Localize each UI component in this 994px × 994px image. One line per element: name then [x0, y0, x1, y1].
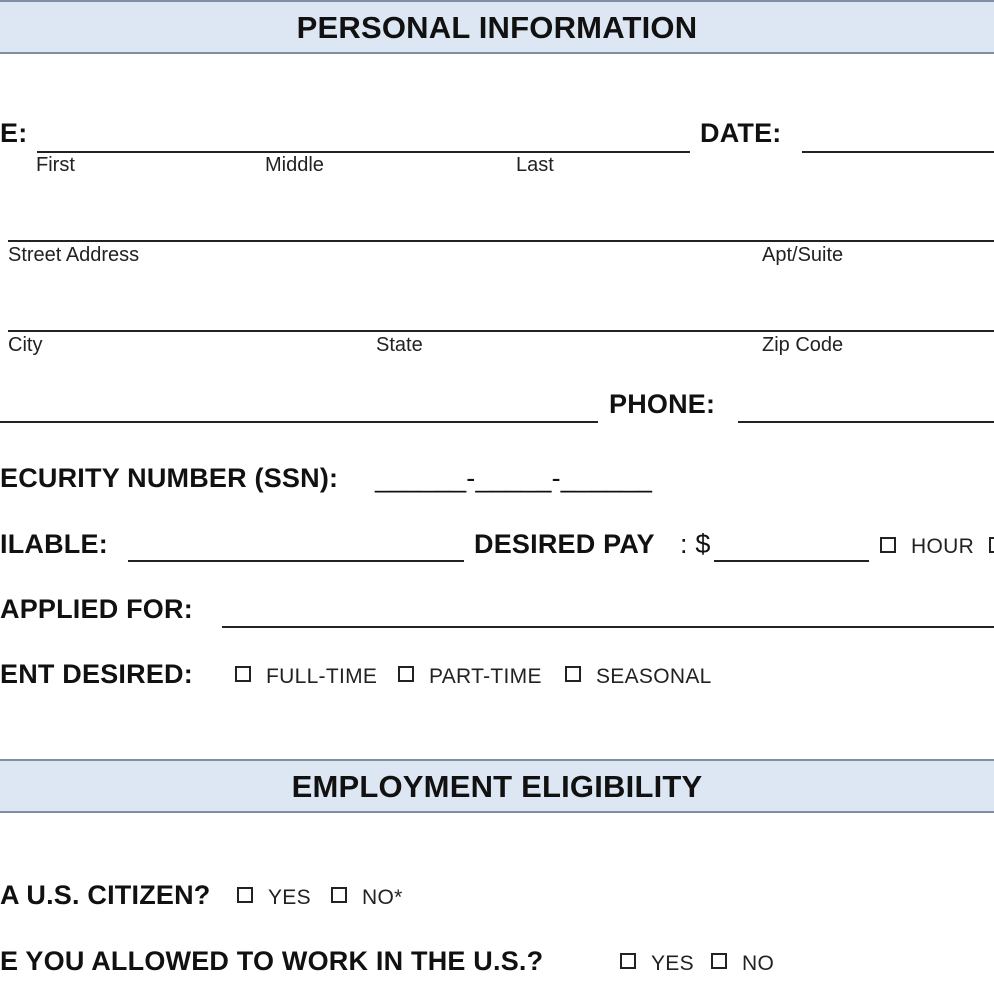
- citizen-yes-checkbox[interactable]: [237, 887, 253, 903]
- work-auth-label: E YOU ALLOWED TO WORK IN THE U.S.?: [0, 946, 544, 976]
- hour-checkbox[interactable]: [880, 537, 896, 553]
- position-label: APPLIED FOR:: [0, 594, 193, 624]
- street-input[interactable]: [10, 212, 990, 238]
- desired-pay-label: DESIRED PAY: [474, 529, 655, 559]
- date-line: [802, 151, 994, 153]
- available-line: [128, 560, 464, 562]
- seasonal-checkbox[interactable]: [565, 666, 581, 682]
- state-sub-label: State: [376, 334, 423, 356]
- street-sub-label: Street Address: [8, 244, 140, 266]
- work-no-checkbox[interactable]: [711, 953, 727, 969]
- section-title-personal: PERSONAL INFORMATION: [296, 10, 698, 45]
- citizen-no-label: NO*: [362, 886, 403, 909]
- part-time-label: PART-TIME: [429, 665, 542, 688]
- section-header-personal: [0, 0, 994, 54]
- name-line: [37, 151, 690, 153]
- email-line: [0, 421, 598, 423]
- work-no-label: NO: [742, 952, 775, 975]
- city-input[interactable]: [10, 302, 990, 328]
- full-time-checkbox[interactable]: [235, 666, 251, 682]
- position-line: [222, 626, 994, 628]
- name-sub-middle: Middle: [265, 154, 324, 176]
- work-yes-checkbox[interactable]: [620, 953, 636, 969]
- position-input[interactable]: [226, 598, 992, 624]
- available-input[interactable]: [132, 532, 460, 558]
- section-header-eligibility: [0, 759, 994, 813]
- city-line: [8, 330, 994, 332]
- citizen-label: A U.S. CITIZEN?: [0, 880, 211, 910]
- pay-input[interactable]: [716, 532, 866, 558]
- ssn-field[interactable]: ______-_____-______: [375, 463, 653, 493]
- name-sub-last: Last: [516, 154, 554, 176]
- apt-sub-label: Apt/Suite: [762, 244, 844, 266]
- phone-line: [738, 421, 994, 423]
- name-sub-first: First: [36, 154, 75, 176]
- name-input[interactable]: [40, 124, 685, 150]
- desired-pay-suffix: : $: [680, 529, 711, 559]
- full-time-label: FULL-TIME: [266, 665, 378, 688]
- name-label: E:: [0, 118, 28, 148]
- salary-checkbox[interactable]: [989, 537, 994, 553]
- hour-label: HOUR: [911, 535, 975, 558]
- city-sub-label: City: [8, 334, 43, 356]
- phone-input[interactable]: [742, 393, 992, 419]
- seasonal-label: SEASONAL: [596, 665, 712, 688]
- citizen-yes-label: YES: [268, 886, 311, 909]
- ssn-label: ECURITY NUMBER (SSN):: [0, 463, 339, 493]
- date-input[interactable]: [806, 124, 992, 150]
- section-title-eligibility: EMPLOYMENT ELIGIBILITY: [291, 769, 703, 804]
- email-input[interactable]: [4, 393, 594, 419]
- available-label: ILABLE:: [0, 529, 108, 559]
- citizen-no-checkbox[interactable]: [331, 887, 347, 903]
- date-label: DATE:: [700, 118, 782, 148]
- part-time-checkbox[interactable]: [398, 666, 414, 682]
- employment-label: ENT DESIRED:: [0, 659, 193, 689]
- phone-label: PHONE:: [609, 389, 716, 419]
- work-yes-label: YES: [651, 952, 694, 975]
- street-line: [8, 240, 994, 242]
- zip-sub-label: Zip Code: [762, 334, 844, 356]
- pay-line: [714, 560, 869, 562]
